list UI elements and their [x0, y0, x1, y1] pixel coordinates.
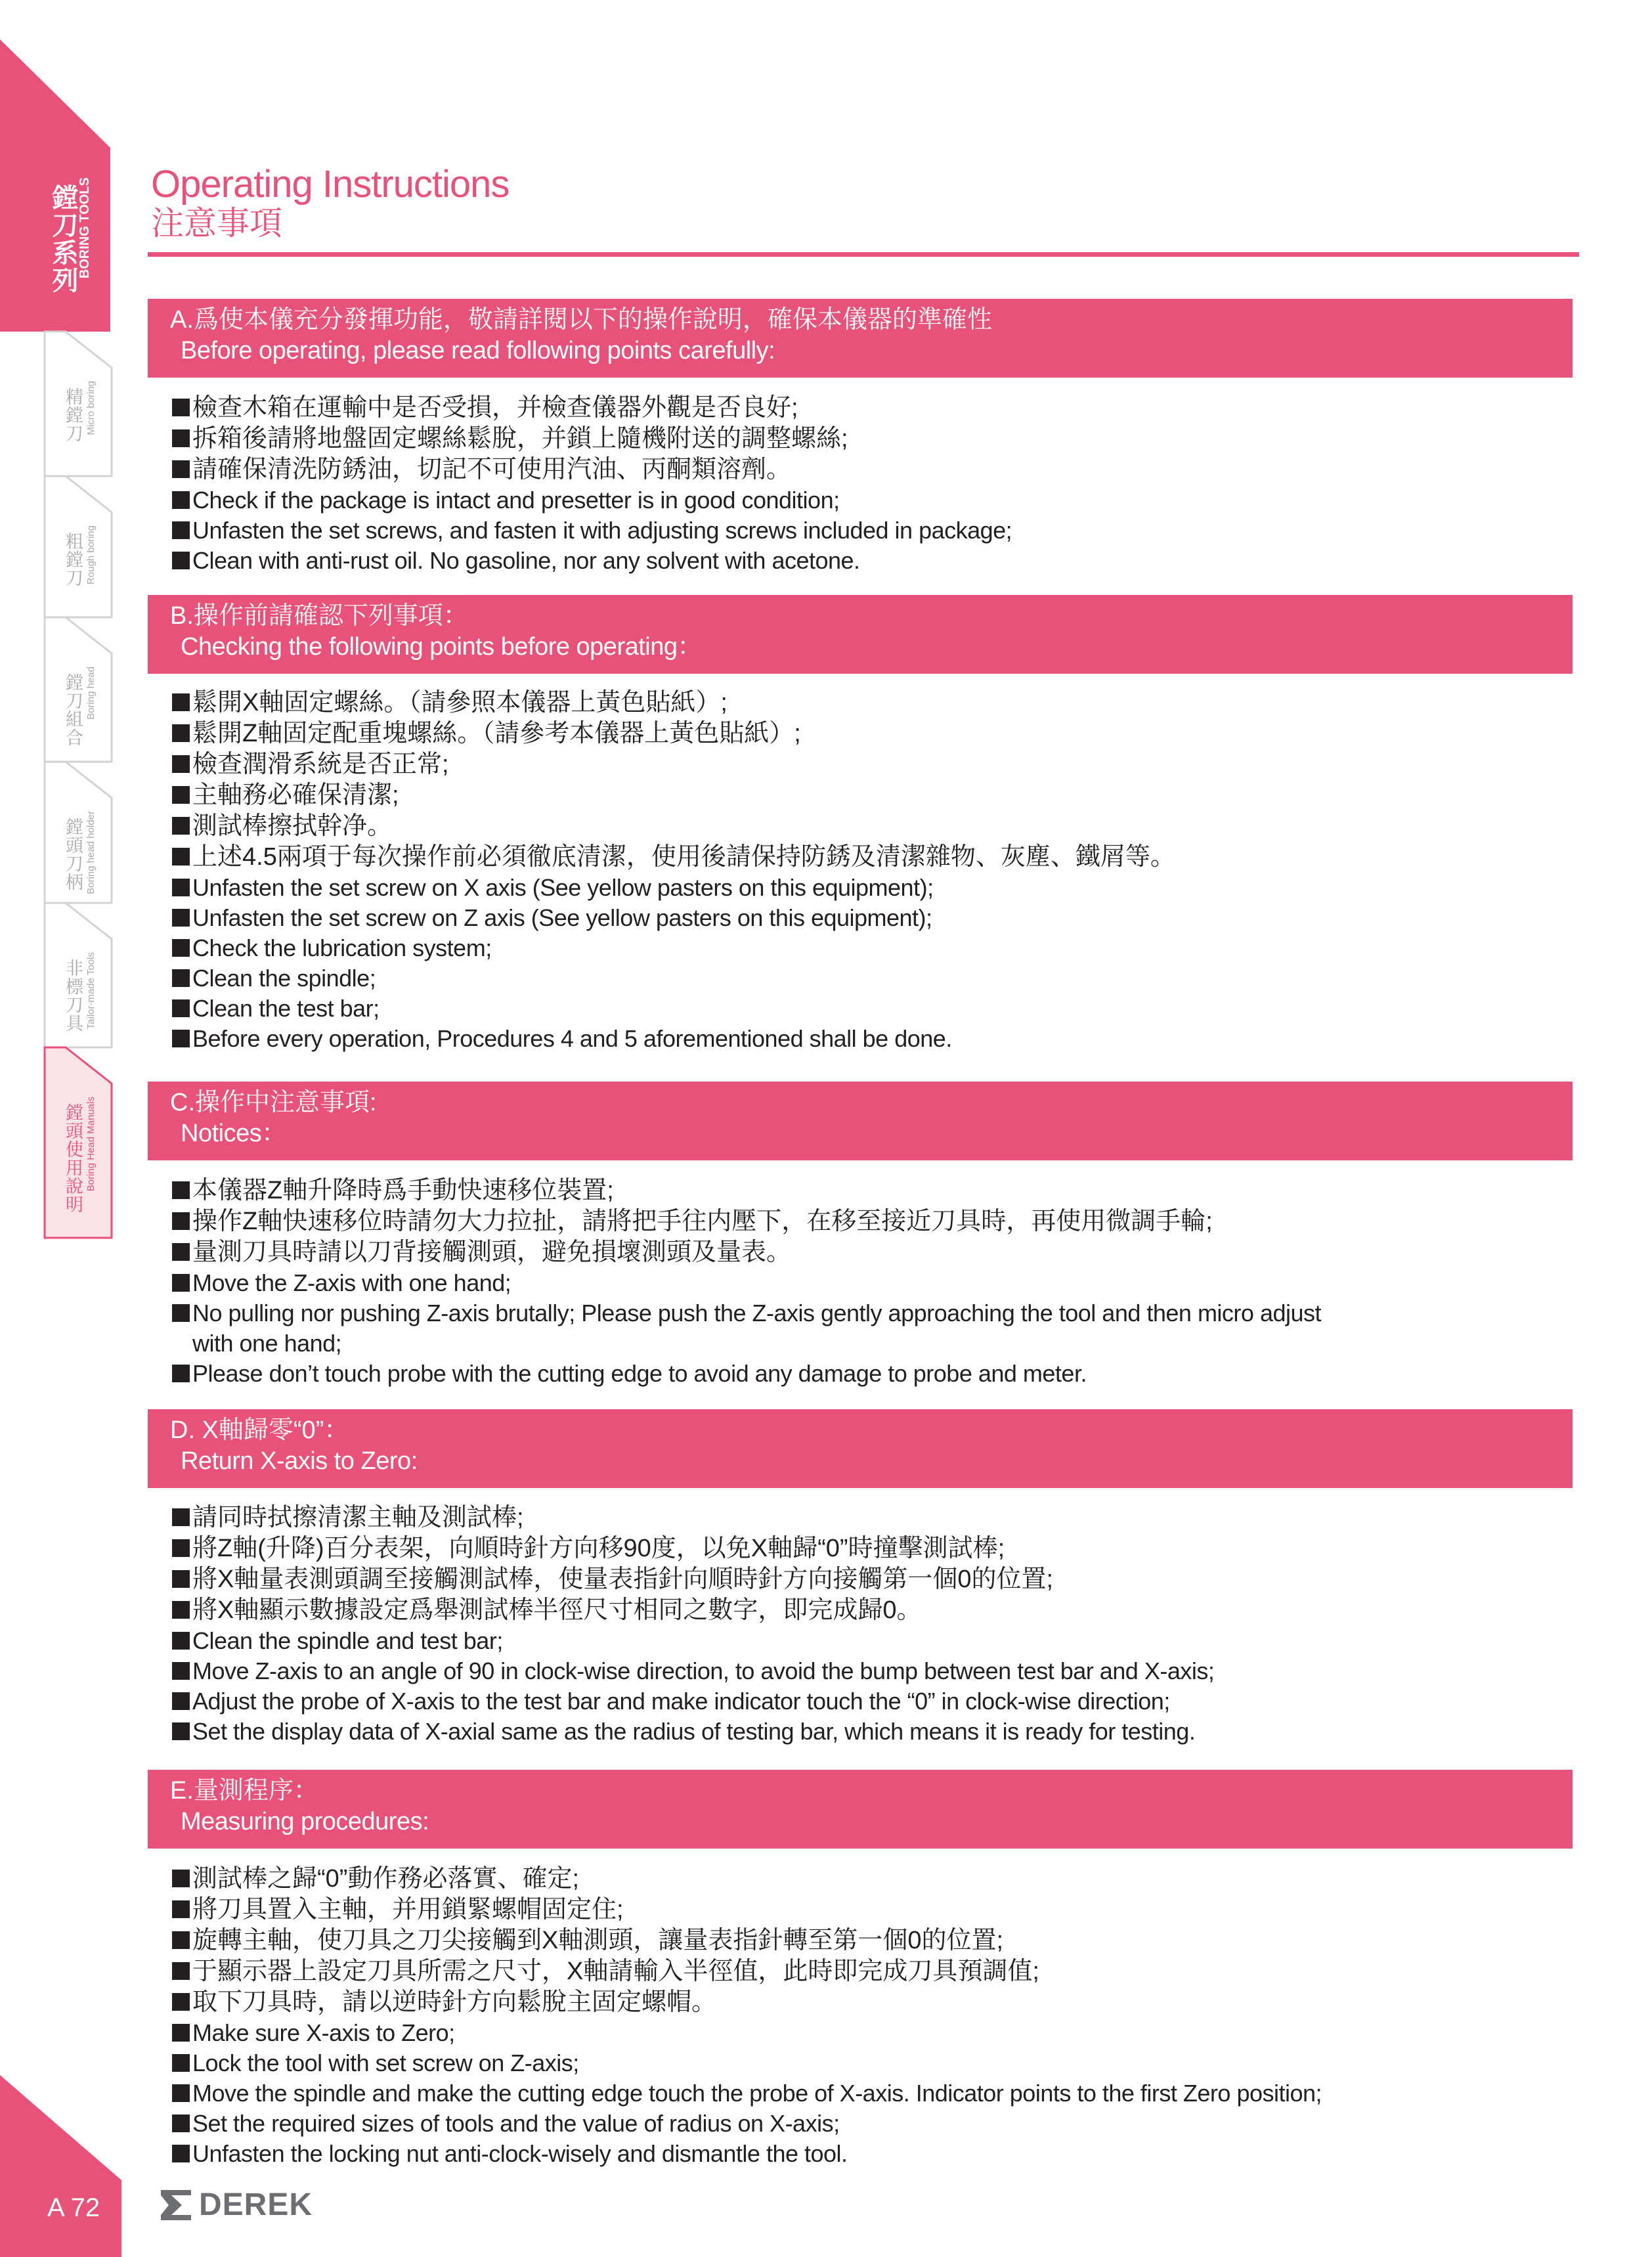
list-item: 旋轉主軸，使刀具之刀尖接觸到X軸測頭，讓量表指針轉至第一個0的位置;: [172, 1925, 1571, 1956]
bullet-icon: [172, 1632, 190, 1650]
list-item: Adjust the probe of X-axis to the test bar and make indicator touch the “0” in clock-wise direction;: [172, 1686, 1571, 1717]
sidebar-tab-boring-head-manuals[interactable]: [39, 1070, 117, 1235]
tab-label-cn: 鏜頭刀柄: [63, 818, 83, 891]
tab-label-cn: 鏜刀組合: [63, 673, 83, 747]
section-heading-cn: E.量測程序：: [170, 1777, 318, 1805]
bullet-icon: [172, 460, 190, 478]
tab-label-cn: 精鏜刀: [63, 387, 83, 443]
list-item: Set the display data of X-axial same as the radius of testing bar, which means it is ready for testing.: [172, 1717, 1571, 1747]
bullet-icon: [172, 429, 190, 447]
bullet-icon: [172, 1993, 190, 2011]
section-heading-cn: A.爲使本儀充分發揮功能，敬請詳閱以下的操作說明，確保本儀器的準確性: [170, 306, 992, 334]
list-item: 拆箱後請將地盤固定螺絲鬆脫，并鎖上隨機附送的調整螺絲;: [172, 424, 1571, 454]
bullet-icon: [172, 1722, 190, 1740]
bullet-icon: [172, 1962, 190, 1980]
list-item: Clean the spindle and test bar;: [172, 1626, 1571, 1656]
list-item: Please don’t touch probe with the cutting edge to avoid any damage to probe and meter.: [172, 1359, 1571, 1389]
bullet-icon: [172, 1030, 190, 1047]
section-c-header: [148, 1082, 1573, 1160]
list-item: 量測刀具時請以刀背接觸測頭，避免損壞測頭及量表。: [172, 1237, 1571, 1268]
section-heading-cn: B.操作前請確認下列事項：: [170, 602, 468, 630]
list-item: 將X軸量表測頭調至接觸測試棒，使量表指針向順時針方向接觸第一個0的位置;: [172, 1564, 1571, 1595]
tab-label-en: Micro boring: [85, 381, 97, 435]
list-item: No pulling nor pushing Z-axis brutally; Please push the Z-axis gently approaching the tool and then micro adjust with one hand;: [172, 1298, 1322, 1359]
list-item: 將X軸顯示數據設定爲舉測試棒半徑尺寸相同之數字，即完成歸0。: [172, 1595, 1571, 1626]
list-item: Before every operation, Procedures 4 and 5 aforementioned shall be done.: [172, 1024, 1571, 1054]
bullet-icon: [172, 1304, 190, 1322]
bullet-icon: [172, 1539, 190, 1557]
section-a-header: [148, 299, 1573, 378]
tab-label-en: Rough boring: [85, 525, 97, 585]
bullet-icon: [172, 521, 190, 539]
list-item: Clean the spindle;: [172, 963, 1571, 994]
bullet-icon: [172, 1601, 190, 1619]
list-item: 將Z軸(升降)百分表架，向順時針方向移90度，以免X軸歸“0”時撞擊測試棒;: [172, 1533, 1571, 1564]
list-item: Make sure X-axis to Zero;: [172, 2018, 1571, 2048]
bullet-icon: [172, 1243, 190, 1261]
bullet-icon: [172, 755, 190, 773]
tab-label-cn: 鏜頭使用說明: [63, 1103, 83, 1214]
section-heading-cn: D. X軸歸零“0”：: [170, 1416, 349, 1444]
list-item: 上述4.5兩項于每次操作前必須徹底清潔，使用後請保持防銹及清潔雜物、灰塵、鐵屑等。: [172, 842, 1571, 873]
list-item: Set the required sizes of tools and the value of radius on X-axis;: [172, 2109, 1571, 2139]
bullet-icon: [172, 491, 190, 509]
list-item: 主軸務必確保清潔;: [172, 780, 1571, 811]
sidebar-section-cn: 鏜刀系列: [49, 184, 77, 294]
page-title: [151, 164, 509, 242]
section-b-header: [148, 595, 1573, 674]
list-item: Unfasten the set screw on X axis (See yellow pasters on this equipment);: [172, 873, 1571, 903]
bullet-icon: [172, 999, 190, 1017]
list-item: 取下刀具時，請以逆時針方向鬆脫主固定螺帽。: [172, 1987, 1571, 2018]
bullet-icon: [172, 786, 190, 804]
bullet-icon: [172, 552, 190, 569]
sidebar-tab-micro-boring[interactable]: [39, 355, 117, 473]
bullet-icon: [172, 1212, 190, 1230]
sidebar-tab-tailor-made[interactable]: [39, 926, 117, 1044]
sidebar-section-en: BORING TOOLS: [77, 177, 92, 279]
list-item: 將刀具置入主軸，并用鎖緊螺帽固定住;: [172, 1895, 1571, 1925]
list-item: 于顯示器上設定刀具所需之尺寸，X軸請輸入半徑值，此時即完成刀具預調值;: [172, 1956, 1571, 1987]
section-heading-en: Checking the following points before operating：: [181, 633, 703, 661]
bullet-icon: [172, 693, 190, 711]
section-heading-en: Measuring procedures:: [181, 1808, 429, 1835]
list-item: Clean with anti-rust oil. No gasoline, nor any solvent with acetone.: [172, 546, 1571, 576]
list-item: Check if the package is intact and presetter is in good condition;: [172, 485, 1571, 515]
bullet-icon: [172, 1900, 190, 1918]
page-title-en: Operating Instructions: [151, 163, 510, 206]
list-item: 檢查潤滑系統是否正常;: [172, 749, 1571, 780]
bullet-icon: [172, 1662, 190, 1680]
list-item: 測試棒擦拭幹净。: [172, 811, 1571, 842]
section-heading-en: Notices：: [181, 1120, 286, 1147]
list-item: 請確保清洗防銹油，切記不可使用汽油、丙酮類溶劑。: [172, 454, 1571, 485]
bullet-icon: [172, 848, 190, 866]
bullet-icon: [172, 969, 190, 987]
bullet-icon: [172, 1692, 190, 1710]
section-heading-en: Before operating, please read following points carefully:: [181, 337, 775, 364]
bullet-icon: [172, 2054, 190, 2072]
bullet-icon: [172, 399, 190, 416]
tab-label-en: Tailor-made Tools: [85, 952, 97, 1030]
bullet-icon: [172, 1365, 190, 1382]
section-heading-en: Return X-axis to Zero:: [181, 1447, 418, 1475]
list-item: 檢查木箱在運輸中是否受損，并檢查儀器外觀是否良好;: [172, 393, 1571, 424]
section-d-list: [172, 1502, 1571, 1747]
bullet-icon: [172, 939, 190, 957]
list-item: 請同時拭擦清潔主軸及測試棒;: [172, 1502, 1571, 1533]
sidebar-tab-boring-head[interactable]: [39, 640, 117, 758]
list-item: 鬆開X軸固定螺絲。（請參照本儀器上黃色貼紙）;: [172, 688, 1571, 718]
bullet-icon: [172, 1570, 190, 1588]
section-e-header: [148, 1770, 1573, 1849]
section-a-list: [172, 393, 1571, 576]
list-item: 操作Z軸快速移位時請勿大力拉扯，請將把手往内壓下，在移至接近刀具時，再使用微調手輪;: [172, 1206, 1571, 1237]
section-heading-cn: C.操作中注意事項:: [170, 1089, 377, 1116]
tab-label-en: Boring Head Manuals: [85, 1097, 97, 1192]
bullet-icon: [172, 1931, 190, 1949]
list-item: Move the Z-axis with one hand;: [172, 1268, 1571, 1298]
bullet-icon: [172, 879, 190, 896]
bullet-icon: [172, 1870, 190, 1887]
page-number: A 72: [47, 2193, 100, 2222]
bullet-icon: [172, 2115, 190, 2132]
derek-logo-icon: [160, 2189, 192, 2222]
list-item: Clean the test bar;: [172, 994, 1571, 1024]
brand-name: DEREK: [199, 2187, 313, 2222]
list-item: Move the spindle and make the cutting edge touch the probe of X-axis. Indicator points to the first Zero position;: [172, 2078, 1571, 2109]
bullet-icon: [172, 2145, 190, 2162]
brand-logo: [160, 2187, 313, 2223]
tab-label-cn: 非標刀具: [63, 959, 83, 1032]
tab-label-en: Boring head holder: [85, 811, 97, 894]
bullet-icon: [172, 817, 190, 835]
list-item: 測試棒之歸“0”動作務必落實、確定;: [172, 1864, 1571, 1895]
list-item: Check the lubrication system;: [172, 933, 1571, 963]
list-item: Lock the tool with set screw on Z-axis;: [172, 2048, 1571, 2078]
list-item: 本儀器Z軸升降時爲手動快速移位裝置;: [172, 1175, 1571, 1206]
title-divider: [148, 252, 1579, 257]
list-item: 鬆開Z軸固定配重塊螺絲。（請參考本儀器上黃色貼紙）;: [172, 718, 1571, 749]
section-e-list: [172, 1864, 1571, 2169]
bullet-icon: [172, 1274, 190, 1292]
tab-label-cn: 粗鏜刀: [63, 532, 83, 587]
sidebar-tab-rough-boring[interactable]: [39, 499, 117, 617]
section-c-list: [172, 1175, 1571, 1389]
list-item: Unfasten the set screws, and fasten it with adjusting screws included in package;: [172, 515, 1571, 546]
tab-label-en: Boring head: [85, 667, 97, 720]
bullet-icon: [172, 1181, 190, 1199]
bullet-icon: [172, 2084, 190, 2102]
bullet-icon: [172, 724, 190, 742]
sidebar-tab-boring-head-holder[interactable]: [39, 785, 117, 903]
bullet-icon: [172, 909, 190, 927]
list-item: Move Z-axis to an angle of 90 in clock-wise direction, to avoid the bump between test bar and X-axis;: [172, 1656, 1571, 1686]
bullet-icon: [172, 2024, 190, 2042]
bullet-icon: [172, 1508, 190, 1526]
list-item: Unfasten the set screw on Z axis (See yellow pasters on this equipment);: [172, 903, 1571, 933]
list-item: Unfasten the locking nut anti-clock-wisely and dismantle the tool.: [172, 2139, 1571, 2169]
section-b-list: [172, 688, 1571, 1054]
section-d-header: [148, 1409, 1573, 1488]
page-title-cn: 注意事項: [151, 205, 282, 242]
